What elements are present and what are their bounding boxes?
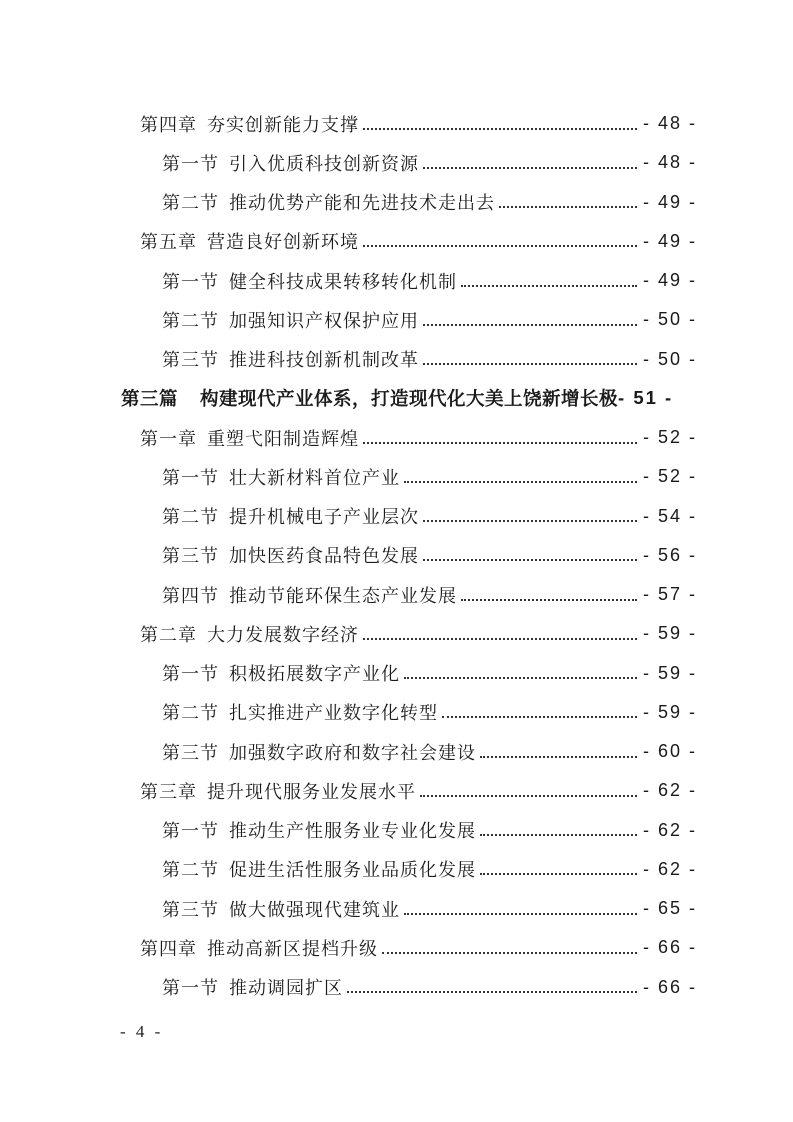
table-of-contents [0,104,793,1007]
toc-part-entry[interactable] [0,379,793,418]
toc-chapter-entry[interactable] [0,418,793,457]
dot-leader [404,677,637,679]
toc-entry-number: 第二节 [162,703,219,725]
toc-entry-label [140,935,378,961]
toc-chapter-entry[interactable] [0,104,793,143]
dot-leader [363,245,637,247]
toc-entry-label [162,503,419,529]
dot-leader [461,599,637,601]
dot-leader [420,795,637,797]
dot-leader [480,756,637,758]
toc-entry-number: 第二章 [140,624,197,646]
toc-entry-number: 第二节 [162,310,219,332]
toc-entry-number: 第二节 [162,193,219,215]
toc-entry-title: 做大做强现代建筑业 [229,899,400,921]
toc-entry-title: 加强数字政府和数字社会建设 [229,742,476,764]
toc-entry-number: 第一节 [162,664,219,686]
dot-leader [442,716,637,718]
toc-entry-number: 第三章 [140,781,197,803]
toc-entry-title: 构建现代产业体系，打造现代化大美上饶新增长极 [200,389,619,411]
toc-entry-title: 推动高新区提档升级 [207,938,378,960]
toc-entry-label [162,189,495,215]
toc-entry-number: 第三节 [162,350,219,372]
toc-entry-number: 第二节 [162,860,219,882]
toc-entry-label [162,150,419,176]
toc-entry-title: 推进科技创新机制改革 [229,350,419,372]
toc-section-entry[interactable] [0,340,793,379]
toc-section-entry[interactable] [0,261,793,300]
toc-entry-number: 第一节 [162,467,219,489]
toc-entry-title: 提升现代服务业发展水平 [207,781,416,803]
toc-entry-number: 第四章 [140,114,197,136]
toc-entry-number: 第三节 [162,742,219,764]
toc-entry-page-number: - 59 - [642,623,697,644]
toc-entry-label [162,896,400,922]
toc-entry-page-number: - 50 - [642,348,697,369]
toc-entry-page-number: - 49 - [642,270,697,291]
toc-entry-page-number: - 48 - [642,113,697,134]
toc-section-entry[interactable] [0,811,793,850]
toc-entry-page-number: - 54 - [642,505,697,526]
toc-entry-label [162,856,476,882]
toc-section-entry[interactable] [0,457,793,496]
toc-entry-number: 第四章 [140,938,197,960]
toc-section-entry[interactable] [0,143,793,182]
toc-section-entry[interactable] [0,575,793,614]
dot-leader [363,128,637,130]
toc-chapter-entry[interactable] [0,222,793,261]
dot-leader [480,873,637,875]
dot-leader [423,324,637,326]
toc-entry-page-number: - 49 - [642,191,697,212]
toc-entry-title: 促进生活性服务业品质化发展 [229,860,476,882]
toc-entry-number: 第五章 [140,232,197,254]
toc-entry-label [162,817,476,843]
toc-entry-page-number: - 62 - [642,780,697,801]
toc-entry-title: 推动优势产能和先进技术走出去 [229,193,495,215]
toc-section-entry[interactable] [0,300,793,339]
toc-entry-label [162,660,400,686]
toc-entry-number: 第一节 [162,978,219,1000]
toc-section-entry[interactable] [0,889,793,928]
toc-entry-label [162,542,419,568]
dot-leader [423,363,637,365]
toc-chapter-entry[interactable] [0,771,793,810]
toc-entry-title: 推动调园扩区 [229,978,343,1000]
toc-entry-label [140,111,359,137]
toc-entry-page-number: - 60 - [642,741,697,762]
toc-entry-page-number: - 65 - [642,898,697,919]
toc-entry-title: 健全科技成果转移转化机制 [229,271,457,293]
toc-entry-page-number: - 62 - [642,858,697,879]
toc-entry-number: 第一节 [162,271,219,293]
toc-section-entry[interactable] [0,183,793,222]
dot-leader [480,834,637,836]
toc-entry-number: 第一节 [162,153,219,175]
toc-entry-page-number: - 57 - [642,584,697,605]
toc-entry-number: 第一节 [162,821,219,843]
dot-leader [404,481,637,483]
toc-entry-page-number: - 52 - [642,466,697,487]
toc-entry-number: 第二节 [162,507,219,529]
toc-entry-label [162,307,419,333]
toc-entry-title: 扎实推进产业数字化转型 [229,703,438,725]
toc-entry-label [162,739,476,765]
dot-leader [423,167,637,169]
toc-entry-title: 推动生产性服务业专业化发展 [229,821,476,843]
toc-entry-page-number: - 59 - [642,701,697,722]
toc-entry-page-number: - 62 - [642,819,697,840]
dot-leader [382,952,637,954]
toc-entry-number: 第四节 [162,585,219,607]
toc-section-entry[interactable] [0,654,793,693]
dot-leader [363,638,637,640]
dot-leader [404,913,637,915]
toc-section-entry[interactable] [0,536,793,575]
toc-section-entry[interactable] [0,968,793,1007]
page-number-footer: - 4 - [120,1022,164,1041]
toc-entry-label [140,425,359,451]
toc-entry-title: 重塑弋阳制造辉煌 [207,428,359,450]
toc-entry-label [162,268,457,294]
toc-entry-page-number: - 66 - [642,976,697,997]
toc-entry-page-number: - 49 - [642,230,697,251]
toc-entry-label [121,385,618,411]
toc-entry-title: 推动节能环保生态产业发展 [229,585,457,607]
toc-chapter-entry[interactable] [0,928,793,967]
toc-entry-number: 第三篇 [121,389,179,411]
toc-entry-page-number: - 50 - [642,309,697,330]
toc-entry-label [140,621,359,647]
dot-leader [461,285,637,287]
toc-entry-label [162,582,457,608]
dot-leader [499,206,637,208]
toc-entry-page-number: - 56 - [642,544,697,565]
toc-entry-label [162,464,400,490]
toc-entry-title: 加快医药食品特色发展 [229,546,419,568]
dot-leader [347,991,637,993]
dot-leader [423,520,637,522]
toc-entry-title: 大力发展数字经济 [207,624,359,646]
toc-entry-page-number: - 66 - [642,937,697,958]
toc-chapter-entry[interactable] [0,614,793,653]
toc-entry-title: 提升机械电子产业层次 [229,507,419,529]
toc-entry-page-number: - 51 - [618,387,674,409]
toc-entry-number: 第三节 [162,546,219,568]
toc-entry-title: 加强知识产权保护应用 [229,310,419,332]
toc-entry-title: 壮大新材料首位产业 [229,467,400,489]
toc-entry-page-number: - 59 - [642,662,697,683]
dot-leader [363,442,637,444]
toc-entry-label [140,228,359,254]
toc-section-entry[interactable] [0,497,793,536]
dot-leader [423,559,637,561]
toc-entry-label [162,974,343,1000]
toc-section-entry[interactable] [0,732,793,771]
toc-entry-number: 第一章 [140,428,197,450]
toc-section-entry[interactable] [0,693,793,732]
toc-entry-number: 第三节 [162,899,219,921]
toc-entry-label [140,778,416,804]
toc-entry-page-number: - 52 - [642,427,697,448]
toc-entry-title: 积极拓展数字产业化 [229,664,400,686]
toc-entry-title: 引入优质科技创新资源 [229,153,419,175]
toc-entry-page-number: - 48 - [642,152,697,173]
toc-entry-label [162,346,419,372]
toc-entry-label [162,699,438,725]
toc-section-entry[interactable] [0,850,793,889]
toc-entry-title: 营造良好创新环境 [207,232,359,254]
toc-entry-title: 夯实创新能力支撑 [207,114,359,136]
